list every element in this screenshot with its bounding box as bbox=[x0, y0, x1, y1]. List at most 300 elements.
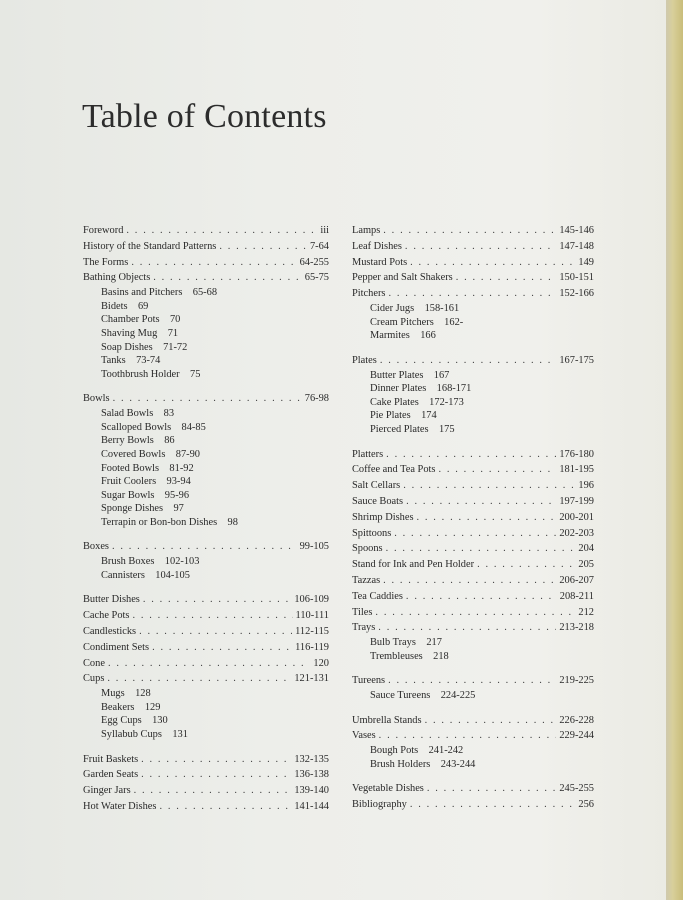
toc-subentry bbox=[101, 569, 329, 583]
toc-subentry-pages: 243-244 bbox=[440, 758, 476, 770]
toc-entry-title: Garden Seats bbox=[83, 769, 139, 781]
toc-entry bbox=[83, 592, 329, 608]
toc-entry-pages: 219-225 bbox=[559, 675, 594, 687]
toc-entry-row bbox=[83, 752, 329, 768]
dot-leader bbox=[388, 286, 556, 302]
toc-right-column bbox=[352, 223, 594, 813]
toc-entry bbox=[83, 239, 329, 255]
dot-leader bbox=[406, 494, 556, 510]
toc-entry-row bbox=[352, 462, 594, 478]
toc-subentry-title: Scalloped Bowls bbox=[101, 421, 172, 433]
toc-subentry bbox=[101, 728, 329, 742]
toc-subentry bbox=[370, 650, 594, 664]
toc-entry-pages: 167-175 bbox=[559, 354, 594, 366]
toc-entry bbox=[83, 223, 329, 239]
toc-entry bbox=[83, 255, 329, 271]
toc-entry-pages: 149 bbox=[578, 256, 594, 268]
toc-subentry-title: Brush Holders bbox=[370, 758, 431, 770]
toc-subentry bbox=[101, 354, 329, 368]
toc-entry-pages: 99-105 bbox=[299, 541, 329, 553]
toc-subentry bbox=[101, 701, 329, 715]
toc-subentry-pages: 75 bbox=[190, 368, 201, 380]
toc-entry bbox=[352, 223, 594, 239]
toc-subentry-title: Shaving Mug bbox=[101, 327, 158, 339]
toc-entry bbox=[352, 557, 594, 573]
toc-entry-row bbox=[83, 799, 329, 815]
toc-entry-row bbox=[83, 255, 329, 271]
toc-entry bbox=[352, 605, 594, 621]
toc-subentry bbox=[101, 516, 329, 530]
toc-subentry-pages: 71 bbox=[167, 327, 179, 339]
toc-entry-pages: 121-131 bbox=[294, 673, 329, 685]
toc-entry-title: Stand for Ink and Pen Holder bbox=[352, 559, 475, 571]
toc-subentry-title: Chamber Pots bbox=[101, 314, 160, 326]
toc-entry bbox=[83, 671, 329, 741]
dot-leader bbox=[139, 624, 292, 640]
toc-entry-pages: 226-228 bbox=[559, 714, 594, 726]
toc-entry-pages: 202-203 bbox=[559, 527, 594, 539]
toc-subentry bbox=[370, 302, 594, 316]
toc-entry-pages: 65-75 bbox=[304, 272, 329, 284]
toc-entry-title: Boxes bbox=[83, 541, 109, 553]
dot-leader bbox=[113, 391, 302, 407]
toc-subentry bbox=[101, 489, 329, 503]
toc-subentry-title: Butter Plates bbox=[370, 369, 424, 381]
toc-entry-title: Spittoons bbox=[352, 527, 392, 539]
dot-leader bbox=[383, 223, 556, 239]
dot-leader bbox=[386, 447, 556, 463]
toc-subentry bbox=[370, 329, 594, 343]
toc-entry bbox=[352, 573, 594, 589]
toc-subentry-title: Bough Pots bbox=[370, 745, 419, 757]
toc-entry-pages: 136-138 bbox=[294, 769, 329, 781]
toc-subentry-title: Sauce Tureens bbox=[370, 690, 431, 702]
toc-entry bbox=[352, 494, 594, 510]
dot-leader bbox=[379, 728, 557, 744]
toc-entry bbox=[352, 673, 594, 702]
toc-entry-title: Salt Cellars bbox=[352, 480, 401, 492]
toc-entry-row bbox=[352, 223, 594, 239]
dot-leader bbox=[410, 797, 576, 813]
toc-entry-row bbox=[352, 526, 594, 542]
toc-subentry bbox=[101, 687, 329, 701]
toc-entry-pages: 150-151 bbox=[559, 272, 594, 284]
toc-entry-title: The Forms bbox=[83, 256, 129, 268]
toc-entry-title: Tea Caddies bbox=[352, 590, 403, 602]
toc-subentries bbox=[83, 286, 329, 381]
toc-entry-pages: 181-195 bbox=[559, 464, 594, 476]
toc-entry-pages: 116-119 bbox=[295, 641, 329, 653]
toc-entry-pages: 120 bbox=[313, 657, 329, 669]
toc-entry bbox=[83, 539, 329, 582]
toc-subentry-pages: 102-103 bbox=[164, 556, 200, 568]
toc-entry-title: Bibliography bbox=[352, 799, 407, 811]
toc-entry bbox=[352, 713, 594, 729]
toc-entry-title: Cups bbox=[83, 673, 105, 685]
toc-entry bbox=[352, 286, 594, 343]
toc-subentry-title: Brush Boxes bbox=[101, 556, 155, 568]
toc-entry bbox=[352, 526, 594, 542]
toc-entry-row bbox=[83, 767, 329, 783]
toc-subentries bbox=[83, 687, 329, 741]
toc-entry-pages: 76-98 bbox=[304, 393, 329, 405]
toc-subentries bbox=[83, 407, 329, 529]
dot-leader bbox=[107, 671, 291, 687]
dot-leader bbox=[126, 223, 317, 239]
dot-leader bbox=[427, 781, 557, 797]
toc-entry-title: Shrimp Dishes bbox=[352, 511, 414, 523]
toc-subentry bbox=[101, 434, 329, 448]
toc-subentry-pages: 83 bbox=[163, 408, 175, 420]
toc-entry bbox=[83, 391, 329, 529]
toc-subentry-pages: 73-74 bbox=[136, 355, 161, 367]
toc-entry-pages: 208-211 bbox=[559, 590, 594, 602]
toc-entry-title: Pepper and Salt Shakers bbox=[352, 272, 453, 284]
toc-entry-row bbox=[352, 353, 594, 369]
toc-entry-row bbox=[352, 494, 594, 510]
toc-entry-title: Plates bbox=[352, 354, 377, 366]
toc-subentry-pages: 84-85 bbox=[181, 421, 206, 433]
toc-subentry bbox=[370, 636, 594, 650]
toc-entry bbox=[352, 255, 594, 271]
dot-leader bbox=[403, 478, 575, 494]
toc-entry-row bbox=[352, 781, 594, 797]
dot-leader bbox=[143, 592, 292, 608]
toc-subentry-pages: 86 bbox=[164, 435, 175, 447]
toc-entry-pages: 112-115 bbox=[295, 626, 329, 638]
dot-leader bbox=[406, 589, 557, 605]
toc-subentry bbox=[101, 502, 329, 516]
dot-leader bbox=[132, 608, 292, 624]
toc-entry-row bbox=[352, 255, 594, 271]
toc-subentry-pages: 172-173 bbox=[429, 396, 464, 408]
toc-entry-row bbox=[83, 671, 329, 687]
toc-entry-title: Tiles bbox=[352, 606, 373, 618]
toc-subentry-pages: 217 bbox=[426, 637, 442, 649]
toc-subentries bbox=[352, 636, 594, 663]
toc-entry-title: Butter Dishes bbox=[83, 594, 140, 606]
toc-entry bbox=[352, 620, 594, 663]
toc-subentry-pages: 93-94 bbox=[166, 476, 191, 488]
toc-entry bbox=[352, 447, 594, 463]
toc-subentry-title: Cannisters bbox=[101, 569, 145, 581]
toc-subentries bbox=[352, 689, 594, 703]
dot-leader bbox=[386, 541, 576, 557]
toc-entry bbox=[352, 239, 594, 255]
toc-entry-row bbox=[83, 391, 329, 407]
page-edge bbox=[666, 0, 683, 900]
toc-entry-title: Hot Water Dishes bbox=[83, 801, 157, 813]
toc-entry-title: Cone bbox=[83, 657, 105, 669]
toc-entry-pages: 145-146 bbox=[559, 225, 594, 236]
toc-entry-row bbox=[352, 605, 594, 621]
toc-subentry-title: Pierced Plates bbox=[370, 423, 429, 435]
toc-entry-row bbox=[352, 573, 594, 589]
dot-leader bbox=[438, 462, 556, 478]
toc-entry-title: Vases bbox=[352, 730, 376, 742]
toc-entry-pages: 152-166 bbox=[559, 288, 594, 300]
toc-subentry-title: Toothbrush Holder bbox=[101, 368, 180, 380]
toc-entry bbox=[352, 781, 594, 797]
toc-subentry-title: Syllabub Cups bbox=[101, 729, 162, 741]
dot-leader bbox=[405, 239, 556, 255]
toc-subentry-title: Cider Jugs bbox=[370, 302, 415, 314]
toc-subentry-pages: 97 bbox=[173, 503, 184, 515]
toc-subentry-title: Covered Bowls bbox=[101, 448, 166, 460]
toc-entry-title: Vegetable Dishes bbox=[352, 783, 424, 795]
toc-entry bbox=[352, 510, 594, 526]
toc-subentry-title: Marmites bbox=[370, 330, 410, 342]
toc-subentry bbox=[101, 555, 329, 569]
toc-entry bbox=[352, 797, 594, 813]
toc-entry bbox=[83, 624, 329, 640]
toc-entry-row bbox=[352, 270, 594, 286]
toc-subentry bbox=[370, 409, 594, 423]
toc-subentry-pages: 128 bbox=[135, 688, 151, 700]
toc-entry-title: Mustard Pots bbox=[352, 256, 408, 268]
toc-entry-title: Umbrella Stands bbox=[352, 714, 422, 726]
toc-subentry bbox=[101, 448, 329, 462]
dot-leader bbox=[141, 767, 291, 783]
dot-leader bbox=[112, 539, 297, 555]
toc-subentry-pages: 131 bbox=[172, 729, 188, 741]
toc-entry-pages: 197-199 bbox=[559, 495, 594, 507]
dot-leader bbox=[388, 673, 556, 689]
toc-subentry bbox=[370, 744, 594, 758]
toc-entry-title: Trays bbox=[352, 622, 376, 634]
toc-entry-title: Leaf Dishes bbox=[352, 240, 402, 252]
toc-entry-row bbox=[352, 478, 594, 494]
toc-entry bbox=[83, 752, 329, 768]
toc-entry-pages: 106-109 bbox=[294, 594, 329, 606]
toc-entry bbox=[352, 353, 594, 437]
toc-entry-row bbox=[83, 223, 329, 239]
toc-entry-title: Lamps bbox=[352, 225, 381, 236]
dot-leader bbox=[159, 799, 291, 815]
toc-entry-pages: 245-255 bbox=[559, 783, 594, 795]
toc-subentry bbox=[101, 341, 329, 355]
toc-subentry-title: Bulb Trays bbox=[370, 637, 416, 649]
dot-leader bbox=[378, 620, 556, 636]
dot-leader bbox=[141, 752, 291, 768]
toc-subentry bbox=[370, 758, 594, 772]
toc-subentry-pages: 104-105 bbox=[155, 569, 190, 581]
toc-entry-row bbox=[352, 589, 594, 605]
toc-entry-row bbox=[352, 620, 594, 636]
toc-subentry-title: Bidets bbox=[101, 300, 128, 312]
toc-entry bbox=[83, 767, 329, 783]
dot-leader bbox=[383, 573, 556, 589]
toc-subentry-title: Cake Plates bbox=[370, 396, 419, 408]
toc-subentry-pages: 175 bbox=[438, 423, 455, 435]
dot-leader bbox=[134, 783, 292, 799]
toc-subentry-title: Soap Dishes bbox=[101, 341, 153, 353]
toc-entry-title: History of the Standard Patterns bbox=[83, 240, 217, 252]
toc-entry-pages: iii bbox=[320, 225, 329, 236]
toc-subentry-pages: 69 bbox=[137, 300, 149, 312]
toc-entry bbox=[83, 608, 329, 624]
dot-leader bbox=[456, 270, 557, 286]
toc-subentry-pages: 174 bbox=[421, 410, 437, 422]
toc-subentry-pages: 224-225 bbox=[440, 690, 476, 702]
dot-leader bbox=[394, 526, 556, 542]
toc-entry-title: Tazzas bbox=[352, 574, 381, 586]
toc-subentry-title: Sugar Bowls bbox=[101, 489, 155, 501]
toc-subentry bbox=[101, 421, 329, 435]
toc-subentry-title: Footed Bowls bbox=[101, 462, 160, 474]
toc-subentry-pages: 71-72 bbox=[163, 341, 188, 353]
dot-leader bbox=[131, 255, 296, 271]
toc-entry-pages: 139-140 bbox=[294, 785, 329, 797]
toc-entry-title: Ginger Jars bbox=[83, 785, 131, 797]
toc-entry-row bbox=[352, 239, 594, 255]
toc-entry-title: Pitchers bbox=[352, 288, 386, 300]
toc-subentry-pages: 130 bbox=[152, 715, 168, 727]
dot-leader bbox=[153, 270, 302, 286]
toc-entry-title: Cache Pots bbox=[83, 610, 130, 622]
toc-subentries bbox=[352, 302, 594, 343]
toc-subentry-title: Basins and Pitchers bbox=[101, 287, 183, 299]
toc-entry-row bbox=[83, 783, 329, 799]
toc-subentry-pages: 167 bbox=[433, 369, 450, 381]
dot-leader bbox=[425, 713, 557, 729]
toc-entry-row bbox=[83, 608, 329, 624]
toc-entry-row bbox=[352, 713, 594, 729]
toc-subentry-title: Trembleuses bbox=[370, 650, 423, 662]
toc-subentry-pages: 95-96 bbox=[164, 489, 190, 501]
toc-subentry bbox=[101, 714, 329, 728]
toc-entry-row bbox=[83, 592, 329, 608]
toc-left-column bbox=[83, 223, 329, 815]
toc-entry bbox=[352, 589, 594, 605]
toc-entry-title: Spoons bbox=[352, 543, 383, 555]
toc-entry-pages: 212 bbox=[578, 606, 594, 618]
toc-subentry-pages: 162- bbox=[444, 316, 464, 328]
toc-subentry-pages: 168-171 bbox=[436, 383, 472, 395]
toc-entry-pages: 204 bbox=[578, 543, 594, 555]
toc-entry-pages: 64-255 bbox=[299, 256, 329, 268]
toc-entry-row bbox=[83, 539, 329, 555]
toc-subentry-title: Terrapin or Bon-bon Dishes bbox=[101, 516, 218, 528]
toc-entry-pages: 256 bbox=[578, 799, 594, 811]
dot-leader bbox=[416, 510, 556, 526]
toc-entry-row bbox=[83, 239, 329, 255]
toc-subentry bbox=[370, 316, 594, 330]
dot-leader bbox=[477, 557, 575, 573]
toc-subentry bbox=[101, 327, 329, 341]
toc-entry-row bbox=[83, 656, 329, 672]
toc-subentry-pages: 81-92 bbox=[169, 462, 194, 474]
toc-entry-row bbox=[352, 797, 594, 813]
toc-entry-pages: 176-180 bbox=[559, 448, 594, 460]
toc-entry-pages: 141-144 bbox=[294, 801, 329, 813]
toc-subentry-title: Mugs bbox=[101, 688, 125, 700]
toc-subentry-pages: 158-161 bbox=[424, 302, 460, 314]
toc-subentry bbox=[101, 475, 329, 489]
toc-entry-title: Coffee and Tea Pots bbox=[352, 464, 436, 476]
toc-entry bbox=[352, 462, 594, 478]
toc-subentry-pages: 70 bbox=[169, 314, 181, 326]
dot-leader bbox=[152, 640, 292, 656]
toc-entry-pages: 200-201 bbox=[559, 511, 594, 523]
dot-leader bbox=[380, 353, 557, 369]
toc-subentries bbox=[352, 369, 594, 437]
toc-subentry bbox=[101, 286, 329, 300]
toc-entry-pages: 110-111 bbox=[295, 610, 329, 622]
toc-entry bbox=[352, 270, 594, 286]
toc-entry bbox=[83, 640, 329, 656]
toc-entry-row bbox=[83, 624, 329, 640]
toc-entry-pages: 147-148 bbox=[559, 240, 594, 252]
toc-entry-row bbox=[352, 673, 594, 689]
dot-leader bbox=[108, 656, 310, 672]
toc-entry-row bbox=[352, 728, 594, 744]
toc-subentry-pages: 87-90 bbox=[175, 448, 200, 460]
toc-entry-row bbox=[352, 510, 594, 526]
toc-entry-title: Bowls bbox=[83, 393, 110, 405]
toc-subentry bbox=[101, 462, 329, 476]
toc-entry-pages: 196 bbox=[578, 480, 594, 492]
toc-subentry-pages: 98 bbox=[227, 516, 238, 528]
toc-subentry-pages: 129 bbox=[144, 701, 161, 713]
toc-entry bbox=[83, 656, 329, 672]
toc-subentry bbox=[101, 300, 329, 314]
toc-entry-title: Tureens bbox=[352, 675, 386, 687]
toc-entry-pages: 132-135 bbox=[294, 753, 329, 765]
toc-subentries bbox=[352, 744, 594, 771]
toc-subentry-title: Egg Cups bbox=[101, 715, 142, 727]
page-title: Table of Contents bbox=[82, 98, 327, 135]
toc-entry bbox=[352, 478, 594, 494]
toc-entry-title: Platters bbox=[352, 448, 384, 460]
toc-subentry-title: Beakers bbox=[101, 701, 135, 713]
toc-entry-pages: 7-64 bbox=[309, 240, 329, 252]
toc-entry-row bbox=[83, 270, 329, 286]
toc-entry-row bbox=[352, 557, 594, 573]
toc-entry-title: Sauce Boats bbox=[352, 495, 404, 507]
toc-entry bbox=[83, 783, 329, 799]
toc-entry-title: Fruit Baskets bbox=[83, 753, 139, 765]
toc-entry-row bbox=[352, 541, 594, 557]
dot-leader bbox=[410, 255, 575, 271]
toc-subentry-title: Salad Bowls bbox=[101, 408, 154, 420]
toc-subentry bbox=[370, 382, 594, 396]
toc-entry-title: Condiment Sets bbox=[83, 641, 150, 653]
toc-subentry-title: Sponge Dishes bbox=[101, 503, 164, 515]
toc-entry-title: Bathing Objects bbox=[83, 272, 151, 284]
toc-subentry bbox=[101, 313, 329, 327]
toc-entry-title: Foreword bbox=[83, 225, 124, 236]
toc-entry bbox=[83, 799, 329, 815]
toc-subentry bbox=[370, 369, 594, 383]
toc-subentry-pages: 218 bbox=[433, 650, 449, 662]
toc-entry-row bbox=[352, 447, 594, 463]
toc-subentry bbox=[101, 407, 329, 421]
dot-leader bbox=[375, 605, 575, 621]
toc-entry-pages: 205 bbox=[578, 559, 594, 571]
toc-subentry-title: Pie Plates bbox=[370, 410, 411, 422]
toc-entry-pages: 229-244 bbox=[559, 730, 594, 742]
toc-subentry bbox=[370, 689, 594, 703]
toc-subentry-title: Tanks bbox=[101, 355, 126, 367]
toc-subentry-title: Berry Bowls bbox=[101, 435, 154, 447]
toc-subentries bbox=[83, 555, 329, 582]
toc-subentry-title: Fruit Coolers bbox=[101, 476, 157, 488]
toc-entry bbox=[352, 728, 594, 771]
toc-entry bbox=[352, 541, 594, 557]
toc-entry-pages: 206-207 bbox=[559, 574, 594, 586]
toc-subentry bbox=[101, 368, 329, 382]
